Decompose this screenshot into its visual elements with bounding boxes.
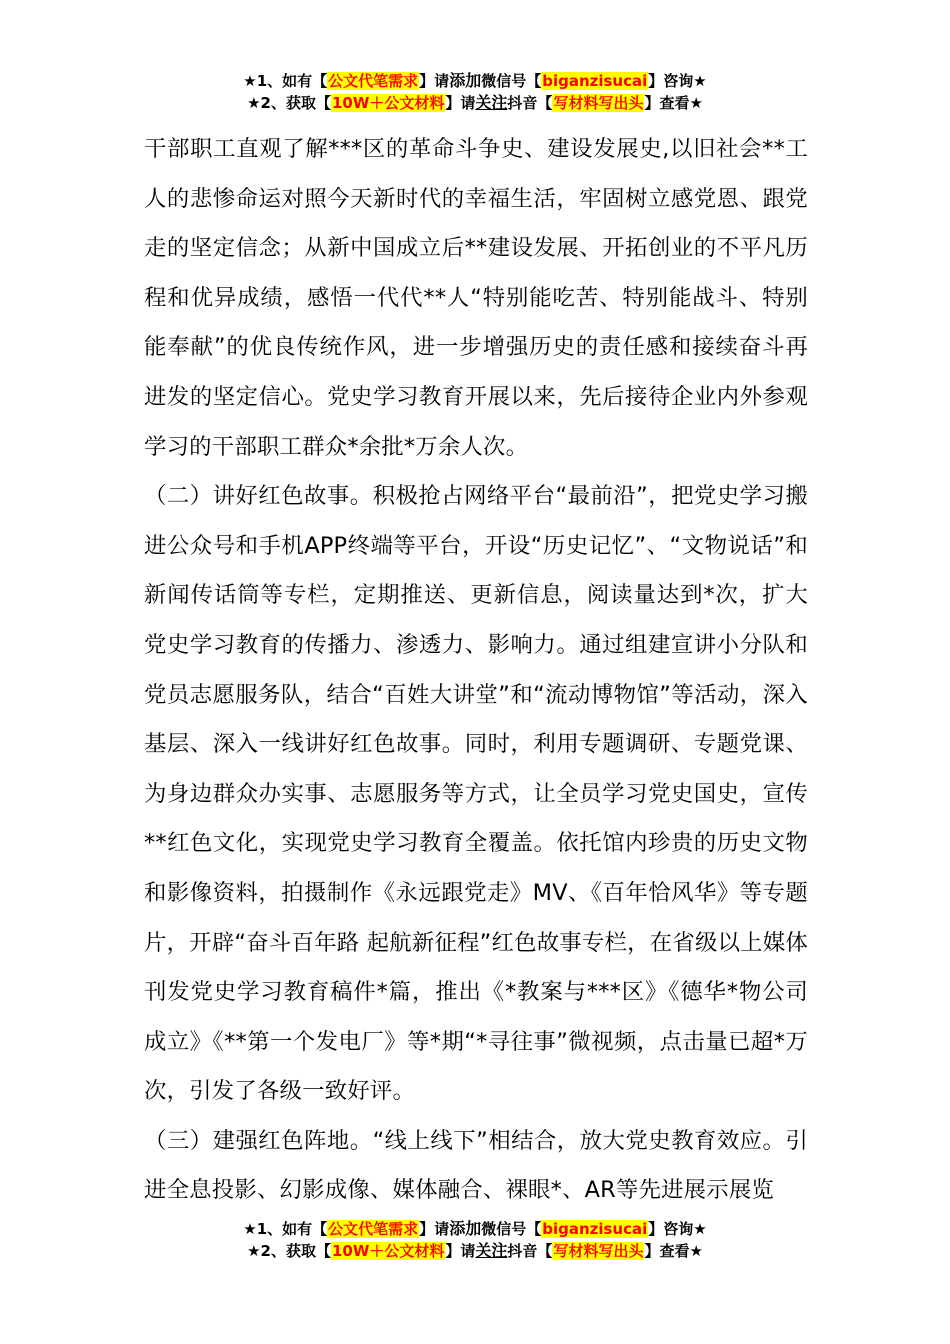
promo-line-2: ★2、获取【10W＋公文材料】请关注抖音【写材料写出头】查看★ — [247, 1241, 703, 1260]
highlight-service: 公文代笔需求 — [328, 72, 419, 90]
highlight-materials: 10W＋公文材料 — [331, 94, 445, 112]
promo-line-1: ★1、如有【公文代笔需求】请添加微信号【biganzisucai】咨询★ — [243, 1219, 707, 1238]
document-body — [144, 125, 808, 1216]
paragraph-1: 干部职工直观了解***区的革命斗争史、建设发展史,以旧社会**工人的悲惨命运对照今天新时代的幸福生活，牢固树立感党恩、跟党走的坚定信念；从新中国成立后**建设发展、开拓创业的不平凡历程和优异成绩，感悟一代代**人“特别能吃苦、特别能战斗、特别能奉献”的优良传统作风，进一步增强历史的责任感和接续奋斗再进发的坚定信心。党史学习教育开展以来，先后接待企业内外参观学习的干部职工群众*余批*万余人次。 — [144, 136, 808, 460]
promo-line-2: ★2、获取【10W＋公文材料】请关注抖音【写材料写出头】查看★ — [247, 93, 703, 112]
highlight-douyin: 写材料写出头 — [553, 1242, 644, 1260]
highlight-wechat-id: biganzisucai — [542, 72, 648, 90]
promo-line-1: ★1、如有【公文代笔需求】请添加微信号【biganzisucai】咨询★ — [243, 71, 707, 90]
paragraph-2: （二）讲好红色故事。积极抢占网络平台“最前沿”，把党史学习搬进公众号和手机APP终端等平台，开设“历史记忆”、“文物说话”和新闻传话筒等专栏，定期推送、更新信息，阅读量达到*次，扩大党史学习教育的传播力、渗透力、影响力。通过组建宣讲小分队和党员志愿服务队，结合“百姓大讲堂”和“流动博物馆”等活动，深入基层、深入一线讲好红色故事。同时，利用专题调研、专题党课、为身边群众办实事、志愿服务等方式，让全员学习党史国史，宣传**红色文化，实现党史学习教育全覆盖。依托馆内珍贵的历史文物和影像资料，拍摄制作《永远跟党走》MV、《百年恰风华》等专题片，开辟“奋斗百年路 起航新征程”红色故事专栏，在省级以上媒体刊发党史学习教育稿件*篇，推出《*教案与***区》《德华*物公司成立》《**第一个发电厂》等*期“*寻往事”微视频，点击量已超*万次，引发了各级一致好评。 — [144, 483, 808, 1105]
paragraph-3: （三）建强红色阵地。“线上线下”相结合，放大党史教育效应。引进全息投影、幻影成像、媒体融合、裸眼*、AR等先进展示展览 — [144, 1127, 808, 1204]
highlight-materials: 10W＋公文材料 — [331, 1242, 445, 1260]
promo-banner-top — [0, 70, 950, 114]
highlight-wechat-id: biganzisucai — [542, 1220, 648, 1238]
highlight-service: 公文代笔需求 — [328, 1220, 419, 1238]
highlight-douyin: 写材料写出头 — [553, 94, 644, 112]
promo-banner-bottom — [0, 1218, 950, 1262]
